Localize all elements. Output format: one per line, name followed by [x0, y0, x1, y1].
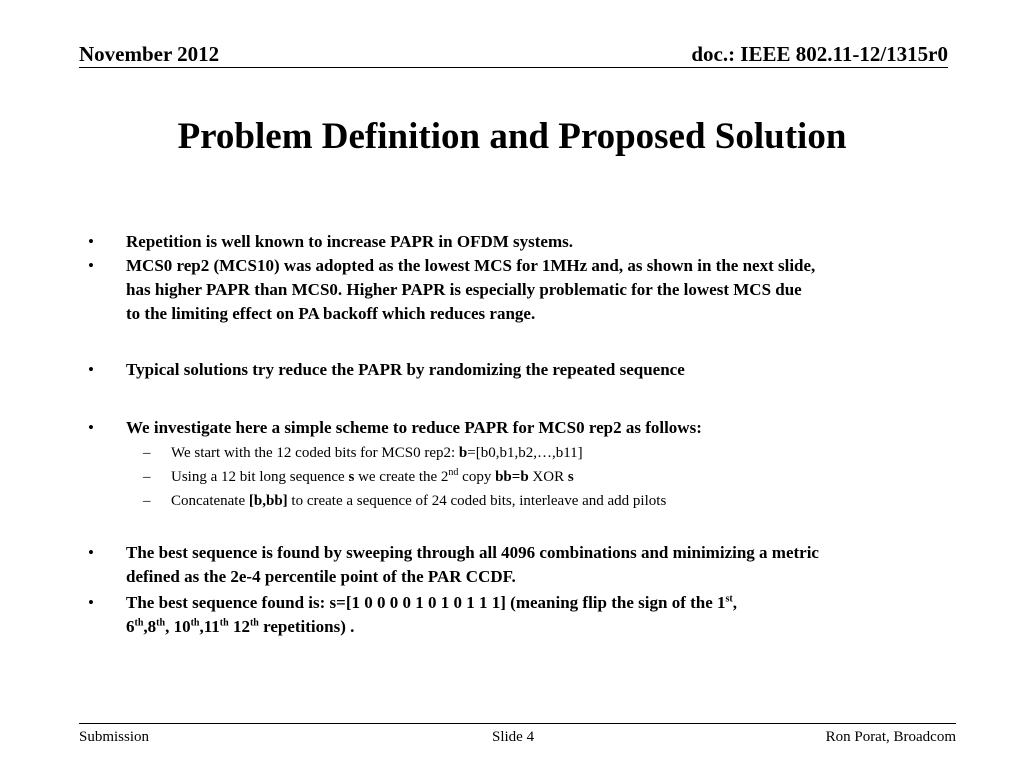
- header-divider: [79, 67, 948, 68]
- bullet-item: [88, 416, 948, 440]
- sub-bullet-text: Concatenate: [171, 493, 249, 509]
- sub-bullet-text: s: [348, 469, 355, 485]
- bullet-text: has higher PAPR than MCS0. Higher PAPR is especially problematic for the lowest MCS due: [126, 280, 802, 299]
- bullet-text: MCS0 rep2 (MCS10) was adopted as the lowest MCS for 1MHz and, as shown in the next slide,: [126, 256, 816, 275]
- bullet-text: Typical solutions try reduce the PAPR by randomizing the repeated sequence: [126, 360, 685, 379]
- bullet-text: ,: [732, 593, 737, 612]
- bullet-text: defined as the 2e-4 percentile point of the PAR CCDF.: [126, 567, 516, 586]
- bullet-text: 12: [228, 617, 250, 636]
- bullet-marker: •: [88, 418, 94, 437]
- sub-bullet-text: copy: [458, 469, 496, 485]
- bullet-marker: •: [88, 232, 94, 251]
- superscript: nd: [448, 467, 459, 478]
- bullet-item: [88, 358, 948, 382]
- sub-bullet-text: b: [458, 445, 468, 461]
- sub-bullet-text: s: [567, 469, 574, 485]
- sub-bullet-marker: –: [143, 493, 151, 509]
- sub-bullet-item: [88, 441, 948, 465]
- bullet-text: The best sequence is found by sweeping through all 4096 combinations and minimizing a metric: [126, 543, 819, 562]
- bullet-marker: •: [88, 256, 94, 275]
- bullet-item: [88, 591, 948, 639]
- superscript: th: [190, 617, 200, 629]
- bullet-text: Repetition is well known to increase PAPR in OFDM systems.: [126, 232, 574, 251]
- slide-body: [88, 230, 948, 639]
- sub-bullet-text: to create a sequence of 24 coded bits, interleave and add pilots: [287, 493, 667, 509]
- bullet-text: The best sequence found is: s=[1 0 0 0 0 1 0 1 0 1 1 1] (meaning flip the sign of the 1: [126, 593, 726, 612]
- footer-author: Ron Porat, Broadcom: [825, 729, 956, 745]
- sub-bullet-text: =[b0,b1,b2,…,b11]: [467, 445, 583, 461]
- footer-slide-number: Slide 4: [492, 729, 535, 745]
- bullet-marker: •: [88, 543, 94, 562]
- sub-bullet-text: [b,bb]: [248, 493, 288, 509]
- sub-bullet-text: Using a 12 bit long sequence: [171, 469, 349, 485]
- bullet-item: [88, 230, 948, 254]
- superscript: st: [725, 593, 733, 605]
- sub-bullet-marker: –: [143, 445, 151, 461]
- sub-bullet-text: XOR: [528, 469, 568, 485]
- sub-bullet-item: [88, 465, 948, 489]
- bullet-text: 6: [126, 617, 135, 636]
- sub-bullet-marker: –: [143, 469, 151, 485]
- sub-bullet-text: we create the 2: [354, 469, 449, 485]
- bullet-marker: •: [88, 360, 94, 379]
- bullet-text: ,8: [143, 617, 157, 636]
- superscript: th: [219, 617, 229, 629]
- bullet-item: [88, 254, 948, 326]
- sub-bullet-text: bb=b: [495, 469, 529, 485]
- bullet-text: repetitions) .: [258, 617, 355, 636]
- slide-title: Problem Definition and Proposed Solution: [177, 116, 847, 157]
- superscript: th: [156, 617, 166, 629]
- bullet-text: , 10: [165, 617, 191, 636]
- footer-divider: [79, 723, 956, 724]
- bullet-text: We investigate here a simple scheme to reduce PAPR for MCS0 rep2 as follows:: [126, 418, 702, 437]
- sub-bullet-item: [88, 489, 948, 513]
- sub-bullet-text: We start with the 12 coded bits for MCS0 rep2:: [171, 445, 459, 461]
- bullet-text: ,11: [199, 617, 220, 636]
- superscript: th: [249, 617, 259, 629]
- bullet-text: to the limiting effect on PA backoff which reduces range.: [126, 304, 536, 323]
- superscript: th: [134, 617, 144, 629]
- bullet-item: [88, 541, 948, 589]
- footer-submission: Submission: [79, 729, 150, 745]
- header-date: November 2012: [79, 42, 220, 66]
- bullet-marker: •: [88, 593, 94, 612]
- header-doc-id: doc.: IEEE 802.11-12/1315r0: [691, 42, 948, 66]
